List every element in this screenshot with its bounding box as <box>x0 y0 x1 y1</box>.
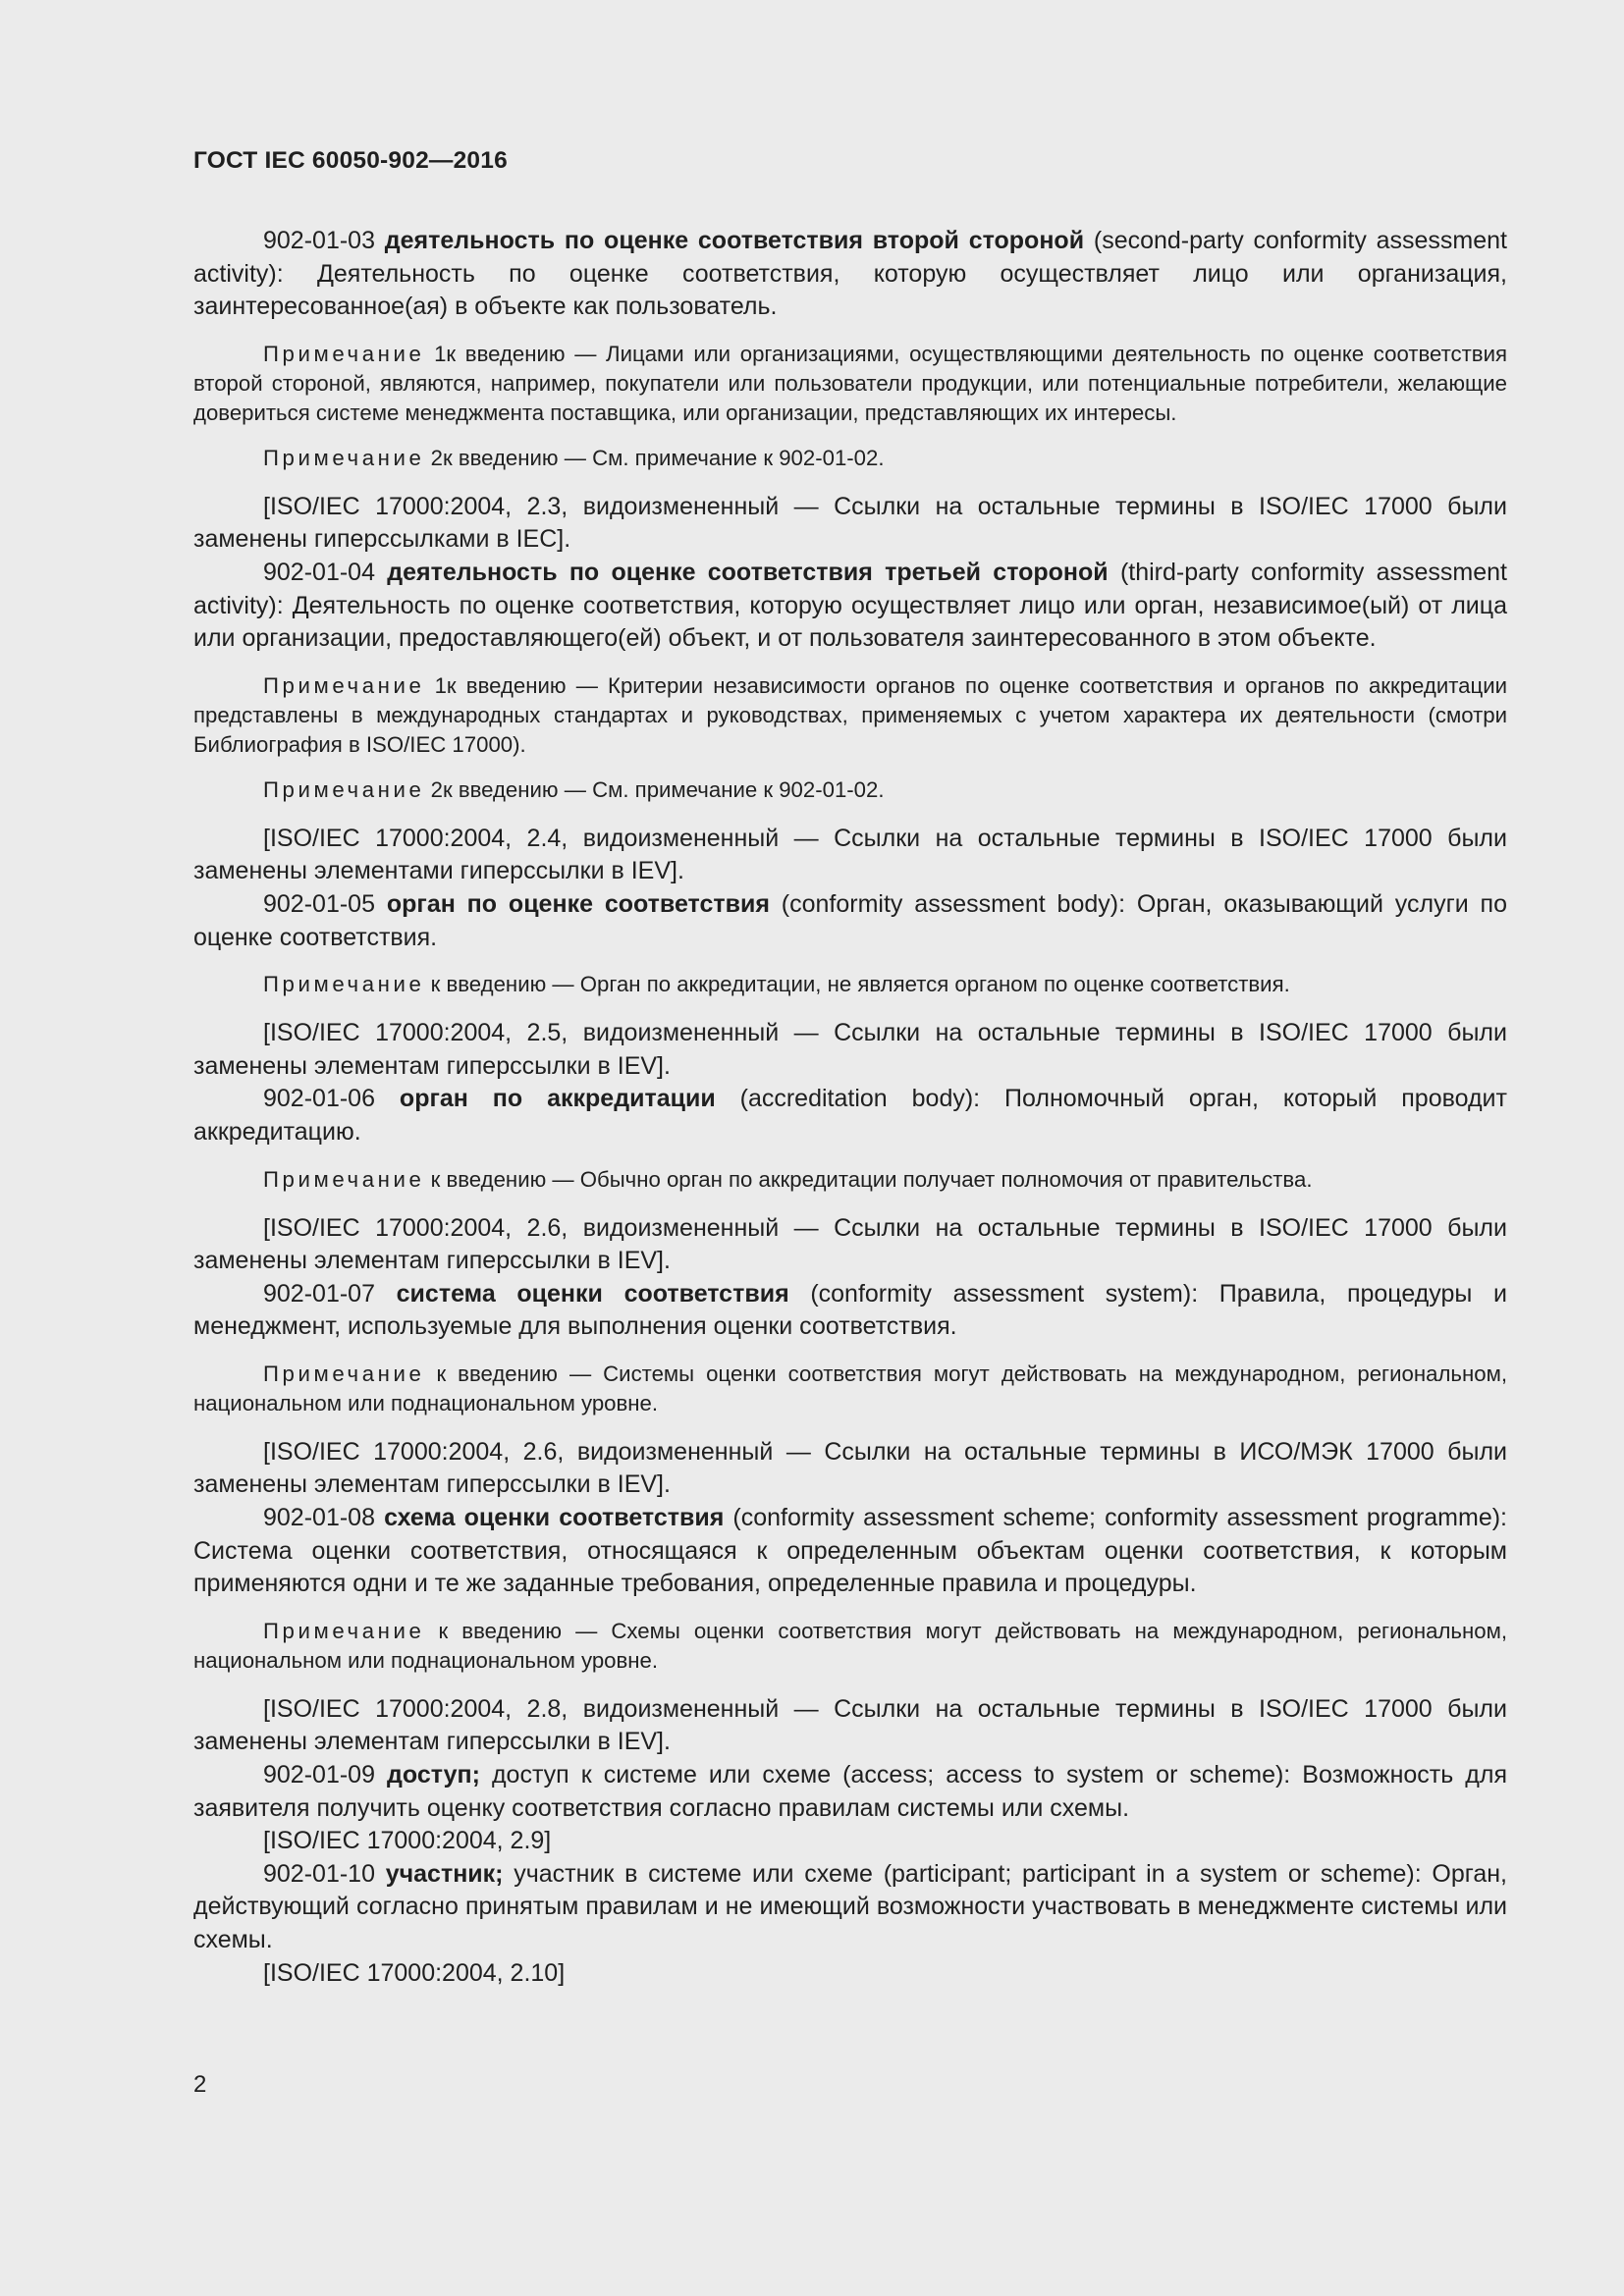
term-definition: доступ к системе или схеме (access; access to system or scheme): Возможность для заявителя получить оценку соответствия согласно правилам системы или схемы. <box>193 1761 1507 1822</box>
term-note <box>193 970 1507 999</box>
note-text: 1к введению — Лицами или организациями, осуществляющими деятельность по оценке соответствия второй стороной, являются, например, покупатели или пользователи продукции, или потенциальные потребители, желающие довериться системе менеджмента поставщика, или организации, представляющих их интересы. <box>193 341 1507 425</box>
term-entry <box>193 1502 1507 1601</box>
document-header: ГОСТ IEC 60050-902—2016 <box>193 147 508 174</box>
term-source: [ISO/IEC 17000:2004, 2.8, видоизмененный — Ссылки на остальные термины в ISO/IEC 17000 были заменены элементам гиперссылки в IEV]. <box>193 1694 1507 1756</box>
note-label: Примечание <box>263 1361 425 1386</box>
note-label: Примечание <box>263 1618 425 1643</box>
term-note <box>193 671 1507 760</box>
note-text: к введению — Орган по аккредитации, не является органом по оценке соответствия. <box>424 972 1290 997</box>
term-entry <box>193 557 1507 656</box>
term-definition: участник в системе или схеме (participant; participant in a system or scheme): Орган, действующий согласно принятым правилам и не имеющий возможности участвовать в менеджменте системы или схемы. <box>193 1859 1507 1953</box>
term-name: деятельность по оценке соответствия третьей стороной <box>387 558 1109 586</box>
term-entry <box>193 1759 1507 1825</box>
term-code: 902-01-06 <box>263 1085 375 1113</box>
term-source: [ISO/IEC 17000:2004, 2.5, видоизмененный — Ссылки на остальные термины в ISO/IEC 17000 были заменены элементам гиперссылки в IEV]. <box>193 1019 1507 1080</box>
term-name: система оценки соответствия <box>396 1279 789 1308</box>
term-source: [ISO/IEC 17000:2004, 2.4, видоизмененный — Ссылки на остальные термины в ISO/IEC 17000 были заменены элементами гиперссылки в IEV]. <box>193 824 1507 885</box>
term-entry <box>193 1278 1507 1344</box>
page-number: 2 <box>193 2071 207 2098</box>
note-text: к введению — Схемы оценки соответствия могут действовать на международном, региональном, национальном или поднациональном уровне. <box>193 1618 1507 1673</box>
term-source: [ISO/IEC 17000:2004, 2.10] <box>263 1958 566 1987</box>
note-label: Примечание <box>263 445 425 470</box>
term-name: участник; <box>385 1859 504 1888</box>
note-label: Примечание <box>263 972 425 997</box>
note-text: 1к введению — Критерии независимости органов по оценке соответствия и органов по аккредитации представлены в международных стандартах и руководствах, применяемых с учетом характера их деятельности (смотри Библиография в ISO/IEC 17000). <box>193 672 1507 757</box>
term-definition: (conformity assessment system): Правила, процедуры и менеджмент, используемые для выполнения оценки соответствия. <box>193 1279 1507 1341</box>
term-source: [ISO/IEC 17000:2004, 2.6, видоизмененный — Ссылки на остальные термины в ИСО/МЭК 17000 были заменены элементам гиперссылки в IEV]. <box>193 1437 1507 1499</box>
document-body <box>193 225 1507 1990</box>
term-note <box>193 775 1507 805</box>
term-name: схема оценки соответствия <box>384 1504 725 1532</box>
term-code: 902-01-03 <box>263 227 375 254</box>
note-text: 2к введению — См. примечание к 902-01-02. <box>424 445 885 470</box>
term-definition: (conformity assessment body): Орган, оказывающий услуги по оценке соответствия. <box>193 889 1507 951</box>
term-name: доступ; <box>387 1761 480 1789</box>
note-text: к введению — Системы оценки соответствия могут действовать на международном, региональном, национальном или поднациональном уровне. <box>193 1361 1507 1415</box>
note-label: Примечание <box>263 672 425 698</box>
term-note <box>193 1617 1507 1676</box>
term-source: [ISO/IEC 17000:2004, 2.6, видоизмененный — Ссылки на остальные термины в ISO/IEC 17000 были заменены элементам гиперссылки в IEV]. <box>193 1213 1507 1275</box>
term-code: 902-01-05 <box>263 889 375 918</box>
term-entry <box>193 1858 1507 1957</box>
term-entry <box>193 888 1507 954</box>
term-note <box>193 1165 1507 1195</box>
note-label: Примечание <box>263 1166 425 1192</box>
note-label: Примечание <box>263 341 425 366</box>
term-code: 902-01-08 <box>263 1504 375 1532</box>
note-text: 2к введению — См. примечание к 902-01-02. <box>424 776 885 802</box>
term-note <box>193 1360 1507 1418</box>
term-name: орган по аккредитации <box>399 1085 716 1113</box>
term-note <box>193 340 1507 428</box>
term-name: орган по оценке соответствия <box>386 889 770 918</box>
term-code: 902-01-10 <box>263 1859 375 1888</box>
term-definition: (accreditation body): Полномочный орган, который проводит аккредитацию. <box>193 1085 1507 1146</box>
term-note <box>193 444 1507 473</box>
term-code: 902-01-09 <box>263 1761 375 1789</box>
term-entry <box>193 225 1507 324</box>
note-label: Примечание <box>263 776 425 802</box>
term-code: 902-01-07 <box>263 1279 375 1308</box>
term-definition: (third-party conformity assessment activity): Деятельность по оценке соответствия, которую осуществляет лицо или орган, независимое(ый) от лица или организации, предоставляющего(ей) объект, и от пользователя заинтересованного в этом объекте. <box>193 558 1508 653</box>
term-definition: (conformity assessment scheme; conformity assessment programme): Система оценки соответствия, относящаяся к определенным объектам оценки соответствия, к которым применяются одни и те же заданные требования, определенные правила и процедуры. <box>193 1504 1507 1598</box>
note-text: к введению — Обычно орган по аккредитации получает полномочия от правительства. <box>424 1166 1313 1192</box>
term-definition: (second-party conformity assessment activity): Деятельность по оценке соответствия, которую осуществляет лицо или организация, заинтересованное(ая) в объекте как пользователь. <box>193 227 1507 321</box>
term-source: [ISO/IEC 17000:2004, 2.3, видоизмененный — Ссылки на остальные термины в ISO/IEC 17000 были заменены гиперссылками в IEC]. <box>193 492 1507 554</box>
term-source: [ISO/IEC 17000:2004, 2.9] <box>263 1827 552 1855</box>
term-entry <box>193 1083 1507 1148</box>
term-name: деятельность по оценке соответствия второй стороной <box>384 227 1085 254</box>
term-code: 902-01-04 <box>263 558 375 586</box>
